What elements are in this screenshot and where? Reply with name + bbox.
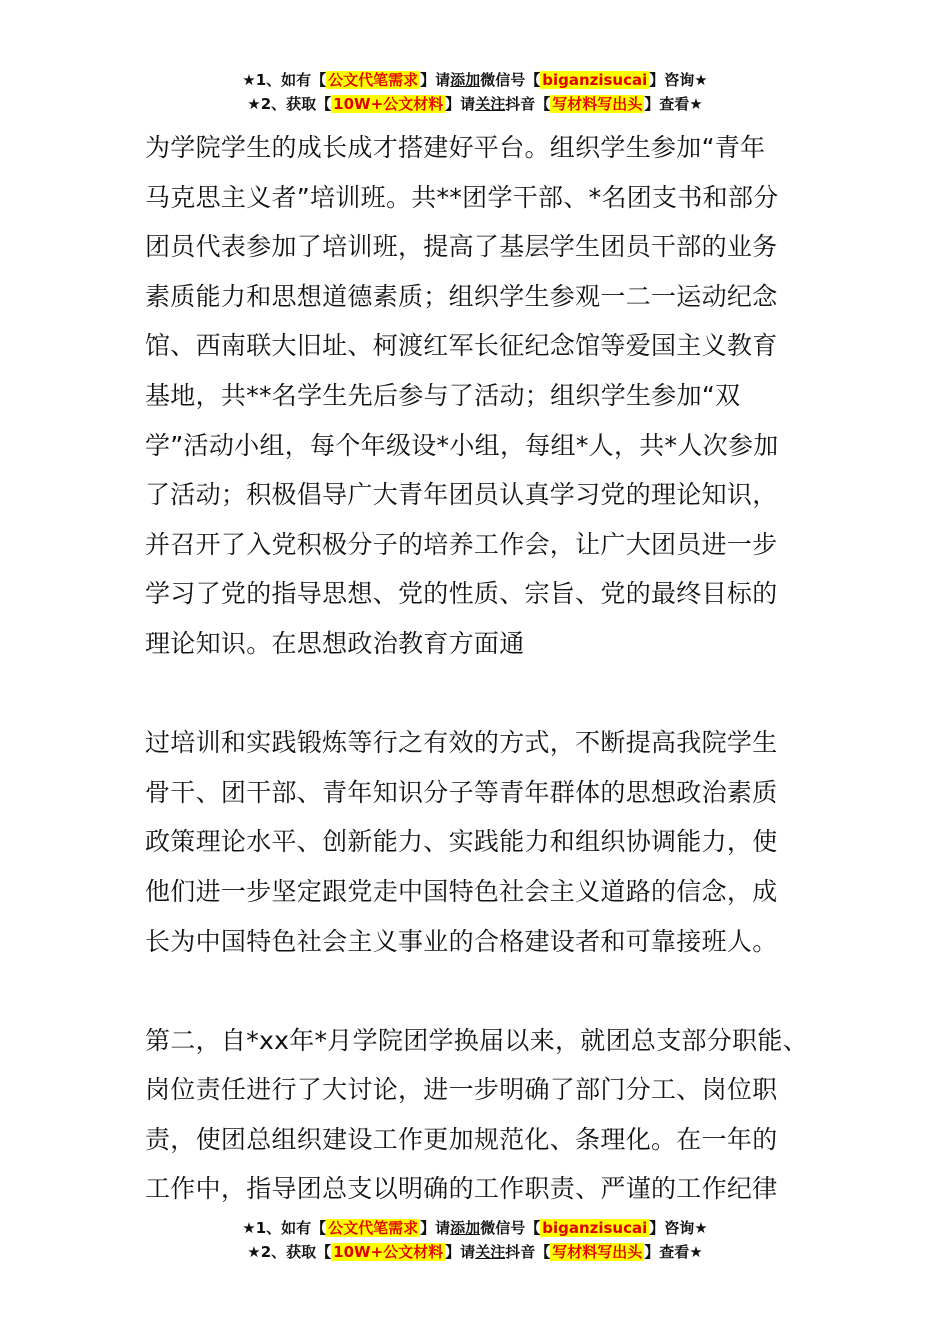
text-line: 理论知识。在思想政治教育方面通 — [145, 628, 525, 658]
text-line: 长为中国特色社会主义事业的合格建设者和可靠接班人。 — [145, 926, 778, 956]
highlight-materials: 10W+公文材料 — [333, 95, 444, 113]
text-line: 馆、西南联大旧址、柯渡红军长征纪念馆等爱国主义教育 — [145, 331, 778, 361]
banner-text: 1、如有【 — [255, 1219, 327, 1237]
banner-emphasis: 添加 — [450, 1219, 481, 1237]
text-line: 过培训和实践锻炼等行之有效的方式，不断提高我院学生 — [145, 728, 778, 758]
banner-text: 】查看 — [644, 1243, 690, 1261]
banner-text: 1、如有【 — [255, 71, 327, 89]
star-icon: ★ — [694, 71, 708, 89]
star-icon: ★ — [247, 1243, 261, 1261]
banner-line-2 — [0, 92, 950, 116]
text-line: 第二，自*xx年*月学院团学换届以来，就团总支部分职能、 — [145, 1025, 808, 1055]
paragraph-gap — [145, 669, 815, 719]
banner-emphasis: 添加 — [450, 71, 481, 89]
banner-text: 】查看 — [644, 95, 690, 113]
text-line: 并召开了入党积极分子的培养工作会，让广大团员进一步 — [145, 529, 778, 559]
document-body — [145, 123, 815, 1214]
text-line: 马克思主义者”培训班。共**团学干部、*名团支书和部分 — [145, 182, 779, 212]
banner-text: 微信号【 — [480, 71, 541, 89]
banner-text: 】请 — [420, 1219, 451, 1237]
text-line: 学”活动小组，每个年级设*小组，每组*人，共*人次参加 — [145, 430, 779, 460]
text-line: 基地，共**名学生先后参与了活动；组织学生参加“双 — [145, 380, 741, 410]
highlight-wechat-id: biganzisucai — [542, 71, 648, 89]
star-icon: ★ — [242, 71, 256, 89]
banner-text: 2、获取【 — [260, 1243, 332, 1261]
highlight-douyin: 写材料写出头 — [552, 1243, 643, 1261]
highlight-douyin: 写材料写出头 — [552, 95, 643, 113]
text-line: 素质能力和思想道德素质；组织学生参观一二一运动纪念 — [145, 281, 778, 311]
banner-emphasis: 关注 — [475, 1243, 506, 1261]
banner-text: 】请 — [445, 95, 476, 113]
text-line: 责，使团总组织建设工作更加规范化、条理化。在一年的 — [145, 1124, 778, 1154]
paragraph-3 — [145, 1016, 815, 1214]
highlight-materials: 10W+公文材料 — [333, 1243, 444, 1261]
banner-text: 抖音【 — [505, 1243, 551, 1261]
text-line: 政策理论水平、创新能力、实践能力和组织协调能力，使 — [145, 827, 778, 857]
text-line: 为学院学生的成长成才搭建好平台。组织学生参加“青年 — [145, 133, 766, 162]
banner-line-2 — [0, 1240, 950, 1264]
text-line: 学习了党的指导思想、党的性质、宗旨、党的最终目标的 — [145, 579, 778, 609]
text-line: 岗位责任进行了大讨论，进一步明确了部门分工、岗位职 — [145, 1075, 778, 1105]
banner-text: 】咨询 — [649, 1219, 695, 1237]
banner-text: 微信号【 — [480, 1219, 541, 1237]
header-banner — [0, 68, 950, 116]
paragraph-2 — [145, 718, 815, 966]
paragraph-1 — [145, 123, 815, 669]
footer-banner — [0, 1216, 950, 1264]
text-line: 工作中，指导团总支以明确的工作职责、严谨的工作纪律 — [145, 1174, 778, 1204]
highlight-wechat-id: biganzisucai — [542, 1219, 648, 1237]
star-icon: ★ — [689, 95, 703, 113]
paragraph-gap — [145, 966, 815, 1016]
highlight-service: 公文代笔需求 — [328, 1219, 419, 1237]
text-line: 骨干、团干部、青年知识分子等青年群体的思想政治素质 — [145, 777, 778, 807]
text-line: 了活动；积极倡导广大青年团员认真学习党的理论知识， — [145, 480, 778, 510]
banner-emphasis: 关注 — [475, 95, 506, 113]
banner-text: 抖音【 — [505, 95, 551, 113]
text-line: 他们进一步坚定跟党走中国特色社会主义道路的信念，成 — [145, 876, 778, 906]
banner-line-1 — [0, 1216, 950, 1240]
text-line: 团员代表参加了培训班，提高了基层学生团员干部的业务 — [145, 232, 778, 262]
banner-text: 】请 — [445, 1243, 476, 1261]
star-icon: ★ — [689, 1243, 703, 1261]
banner-text: 】咨询 — [649, 71, 695, 89]
star-icon: ★ — [247, 95, 261, 113]
star-icon: ★ — [242, 1219, 256, 1237]
star-icon: ★ — [694, 1219, 708, 1237]
banner-text: 】请 — [420, 71, 451, 89]
banner-line-1 — [0, 68, 950, 92]
banner-text: 2、获取【 — [260, 95, 332, 113]
highlight-service: 公文代笔需求 — [328, 71, 419, 89]
